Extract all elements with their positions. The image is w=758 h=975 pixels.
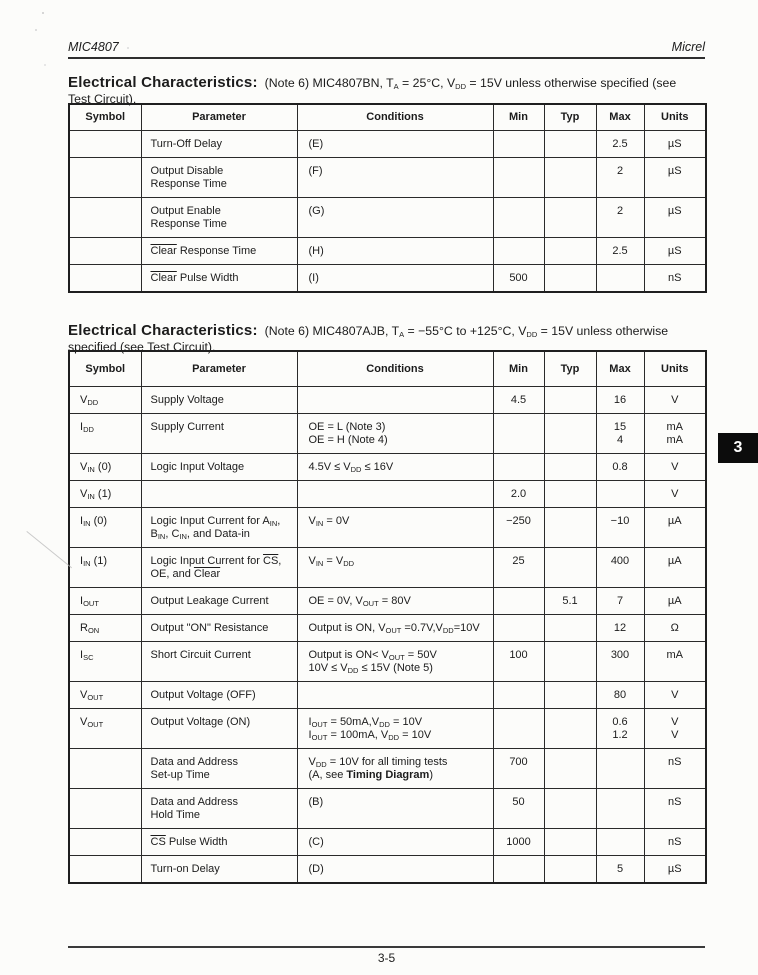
cell-max [596,829,644,856]
cell-symbol: $V_{OUT}$ [69,709,141,749]
cell-parameter: Output Voltage (OFF) [141,682,297,709]
cell-max [596,789,644,829]
cell-parameter: Data and Address Set-up Time [141,749,297,789]
cell-conditions: $V_{IN} = V_{DD}$ [297,548,493,588]
section-title-1-bold: Electrical Characteristics: [68,74,258,92]
cell-typ [544,265,596,293]
col-header-max: Max [596,104,644,131]
cell-min [493,131,544,158]
cell-max: 2.5 [596,131,644,158]
cell-parameter: Supply Current [141,414,297,454]
cell-units: mA mA [644,414,706,454]
cell-conditions [297,387,493,414]
cell-max: −10 [596,508,644,548]
cell-units: nS [644,265,706,293]
cell-max: 12 [596,615,644,642]
section-title-1-note: (Note 6) MIC4807BN, $T_A = 25^\circ C$, $V_{DD} = 15V$ unless otherwise specified (see Test Circuit). [68,76,677,107]
cell-units: µS [644,198,706,238]
section-title-2-bold: Electrical Characteristics: [68,322,258,340]
cell-symbol [69,265,141,293]
cell-min: 2.0 [493,481,544,508]
col-header-units: Units [644,104,706,131]
electrical-characteristics-table-bn [68,103,707,293]
table-row [69,454,706,481]
cell-min [493,414,544,454]
scan-noise-dots [42,12,44,14]
table-row [69,131,706,158]
cell-units: µA [644,548,706,588]
cell-symbol [69,158,141,198]
cell-typ [544,856,596,884]
table-row [69,548,706,588]
col-header-typ: Typ [544,351,596,387]
table-row [69,158,706,198]
cell-min: 1000 [493,829,544,856]
cell-symbol [69,789,141,829]
cell-typ [544,682,596,709]
cell-min [493,856,544,884]
cell-min [493,238,544,265]
col-header-symbol: Symbol [69,104,141,131]
cell-parameter: Logic Input Current for $\overline{CS}$, OE, and Clear [141,548,297,588]
scan-artifact-line [26,531,72,568]
cell-units: µA [644,508,706,548]
cell-conditions: $I_{OUT} = 50mA,V_{DD} = 10V$ $I_{OUT} = 100mA$, $V_{DD} = 10V$ [297,709,493,749]
col-header-typ: Typ [544,104,596,131]
cell-typ: 5.1 [544,588,596,615]
cell-units: nS [644,749,706,789]
cell-parameter: Clear Pulse Width [141,265,297,293]
cell-min: 50 [493,789,544,829]
cell-typ [544,548,596,588]
cell-symbol [69,856,141,884]
table-header-row [69,104,706,131]
cell-symbol: $I_{IN}$ (0) [69,508,141,548]
cell-typ [544,198,596,238]
cell-typ [544,387,596,414]
cell-parameter: Data and Address Hold Time [141,789,297,829]
table-row [69,238,706,265]
cell-parameter: Turn-Off Delay [141,131,297,158]
table-row [69,481,706,508]
cell-parameter: Turn-on Delay [141,856,297,884]
cell-conditions: (F) [297,158,493,198]
cell-min [493,158,544,198]
cell-units: µS [644,856,706,884]
cell-conditions: $V_{IN} = 0V$ [297,508,493,548]
cell-conditions: (B) [297,789,493,829]
cell-parameter: Logic Input Current for $A_{IN}$, $B_{IN}$, $C_{IN}$, and Data-in [141,508,297,548]
cell-typ [544,508,596,548]
cell-symbol [69,198,141,238]
table-row [69,387,706,414]
cell-parameter: Clear Response Time [141,238,297,265]
table-row [69,749,706,789]
cell-max: 16 [596,387,644,414]
cell-max [596,265,644,293]
cell-parameter [141,481,297,508]
cell-min [493,588,544,615]
cell-symbol [69,238,141,265]
cell-typ [544,481,596,508]
cell-units: mA [644,642,706,682]
page-number: 3-5 [377,951,396,965]
col-header-units: Units [644,351,706,387]
cell-min: 500 [493,265,544,293]
cell-units: nS [644,829,706,856]
cell-symbol [69,829,141,856]
cell-conditions: (C) [297,829,493,856]
cell-symbol: $V_{OUT}$ [69,682,141,709]
cell-conditions: (H) [297,238,493,265]
cell-conditions [297,682,493,709]
table-row [69,265,706,293]
table-row [69,829,706,856]
cell-conditions: OE = 0V, $V_{OUT} = 80V$ [297,588,493,615]
cell-max [596,749,644,789]
cell-conditions: $V_{DD} = 10V$ for all timing tests (A, see Timing Diagram) [297,749,493,789]
section-title-2-note: (Note 6) MIC4807AJB, $T_A = -55^\circ C$ to +125°C, $V_{DD} = 15V$ unless otherwise specified (see Test Circuit). [68,324,669,355]
electrical-characteristics-table-ajb [68,350,707,884]
cell-typ [544,709,596,749]
table-row [69,588,706,615]
col-header-parameter: Parameter [141,104,297,131]
cell-min [493,615,544,642]
cell-min: 4.5 [493,387,544,414]
cell-symbol: $V_{IN}$ (0) [69,454,141,481]
cell-units: nS [644,789,706,829]
cell-max: 2 [596,198,644,238]
cell-max: 2.5 [596,238,644,265]
cell-conditions: Output is ON, $V_{OUT} =0.7V,V_{DD}=10V$ [297,615,493,642]
table-header-row [69,351,706,387]
cell-symbol: $V_{DD}$ [69,387,141,414]
cell-max [596,481,644,508]
cell-typ [544,789,596,829]
cell-parameter: $\overline{CS}$ Pulse Width [141,829,297,856]
cell-min: 700 [493,749,544,789]
cell-parameter: Output Disable Response Time [141,158,297,198]
cell-parameter: Output Enable Response Time [141,198,297,238]
cell-symbol [69,749,141,789]
cell-typ [544,642,596,682]
cell-symbol: $I_{IN}$ (1) [69,548,141,588]
cell-typ [544,749,596,789]
cell-units: µS [644,238,706,265]
cell-symbol: $I_{OUT}$ [69,588,141,615]
cell-units: µS [644,158,706,198]
section-tab [718,433,758,463]
cell-min: 100 [493,642,544,682]
cell-max: 5 [596,856,644,884]
cell-typ [544,414,596,454]
cell-max: 80 [596,682,644,709]
cell-symbol [69,131,141,158]
cell-typ [544,131,596,158]
doc-part-number: MIC4807 [68,40,119,54]
col-header-symbol: Symbol [69,351,141,387]
cell-min: 25 [493,548,544,588]
cell-max: 0.6 1.2 [596,709,644,749]
cell-conditions: (I) [297,265,493,293]
cell-units: V [644,454,706,481]
cell-units: µS [644,131,706,158]
running-header [68,40,705,54]
table-row [69,198,706,238]
cell-parameter: Supply Voltage [141,387,297,414]
doc-brand: Micrel [671,40,705,54]
col-header-conditions: Conditions [297,351,493,387]
cell-min [493,198,544,238]
cell-conditions: (G) [297,198,493,238]
cell-units: V [644,387,706,414]
cell-conditions [297,481,493,508]
cell-symbol: $I_{SC}$ [69,642,141,682]
cell-max: 400 [596,548,644,588]
cell-max: 7 [596,588,644,615]
col-header-min: Min [493,351,544,387]
cell-symbol: $V_{IN}$ (1) [69,481,141,508]
cell-max: 300 [596,642,644,682]
cell-units: Ω [644,615,706,642]
col-header-max: Max [596,351,644,387]
table-row [69,709,706,749]
table-row [69,414,706,454]
cell-symbol: $I_{DD}$ [69,414,141,454]
cell-max: 0.8 [596,454,644,481]
cell-conditions: Output is $ON< V_{OUT} = 50V$ $10V \le V_{DD} \le 15V$ (Note 5) [297,642,493,682]
cell-min: −250 [493,508,544,548]
cell-min [493,454,544,481]
cell-max: 2 [596,158,644,198]
cell-parameter: Short Circuit Current [141,642,297,682]
cell-conditions: OE = L (Note 3) OE = H (Note 4) [297,414,493,454]
footer-rule [68,946,705,948]
table-row [69,682,706,709]
cell-typ [544,238,596,265]
col-header-min: Min [493,104,544,131]
col-header-conditions: Conditions [297,104,493,131]
cell-conditions: (D) [297,856,493,884]
cell-parameter: Output Voltage (ON) [141,709,297,749]
cell-typ [544,829,596,856]
table-row [69,789,706,829]
cell-units: µA [644,588,706,615]
col-header-parameter: Parameter [141,351,297,387]
section-tab-number: 3 [733,439,743,456]
table-row [69,856,706,884]
cell-conditions: (E) [297,131,493,158]
cell-parameter: Output Leakage Current [141,588,297,615]
cell-typ [544,454,596,481]
cell-max: 15 4 [596,414,644,454]
table-row [69,642,706,682]
cell-typ [544,615,596,642]
cell-min [493,709,544,749]
cell-parameter: Logic Input Voltage [141,454,297,481]
table-row [69,508,706,548]
header-rule [68,57,705,59]
cell-units: V [644,682,706,709]
cell-typ [544,158,596,198]
cell-units: V V [644,709,706,749]
cell-min [493,682,544,709]
table-row [69,615,706,642]
cell-symbol: $R_{ON}$ [69,615,141,642]
cell-units: V [644,481,706,508]
cell-conditions: $4.5V \le V_{DD} \le 16V$ [297,454,493,481]
cell-parameter: Output "ON" Resistance [141,615,297,642]
